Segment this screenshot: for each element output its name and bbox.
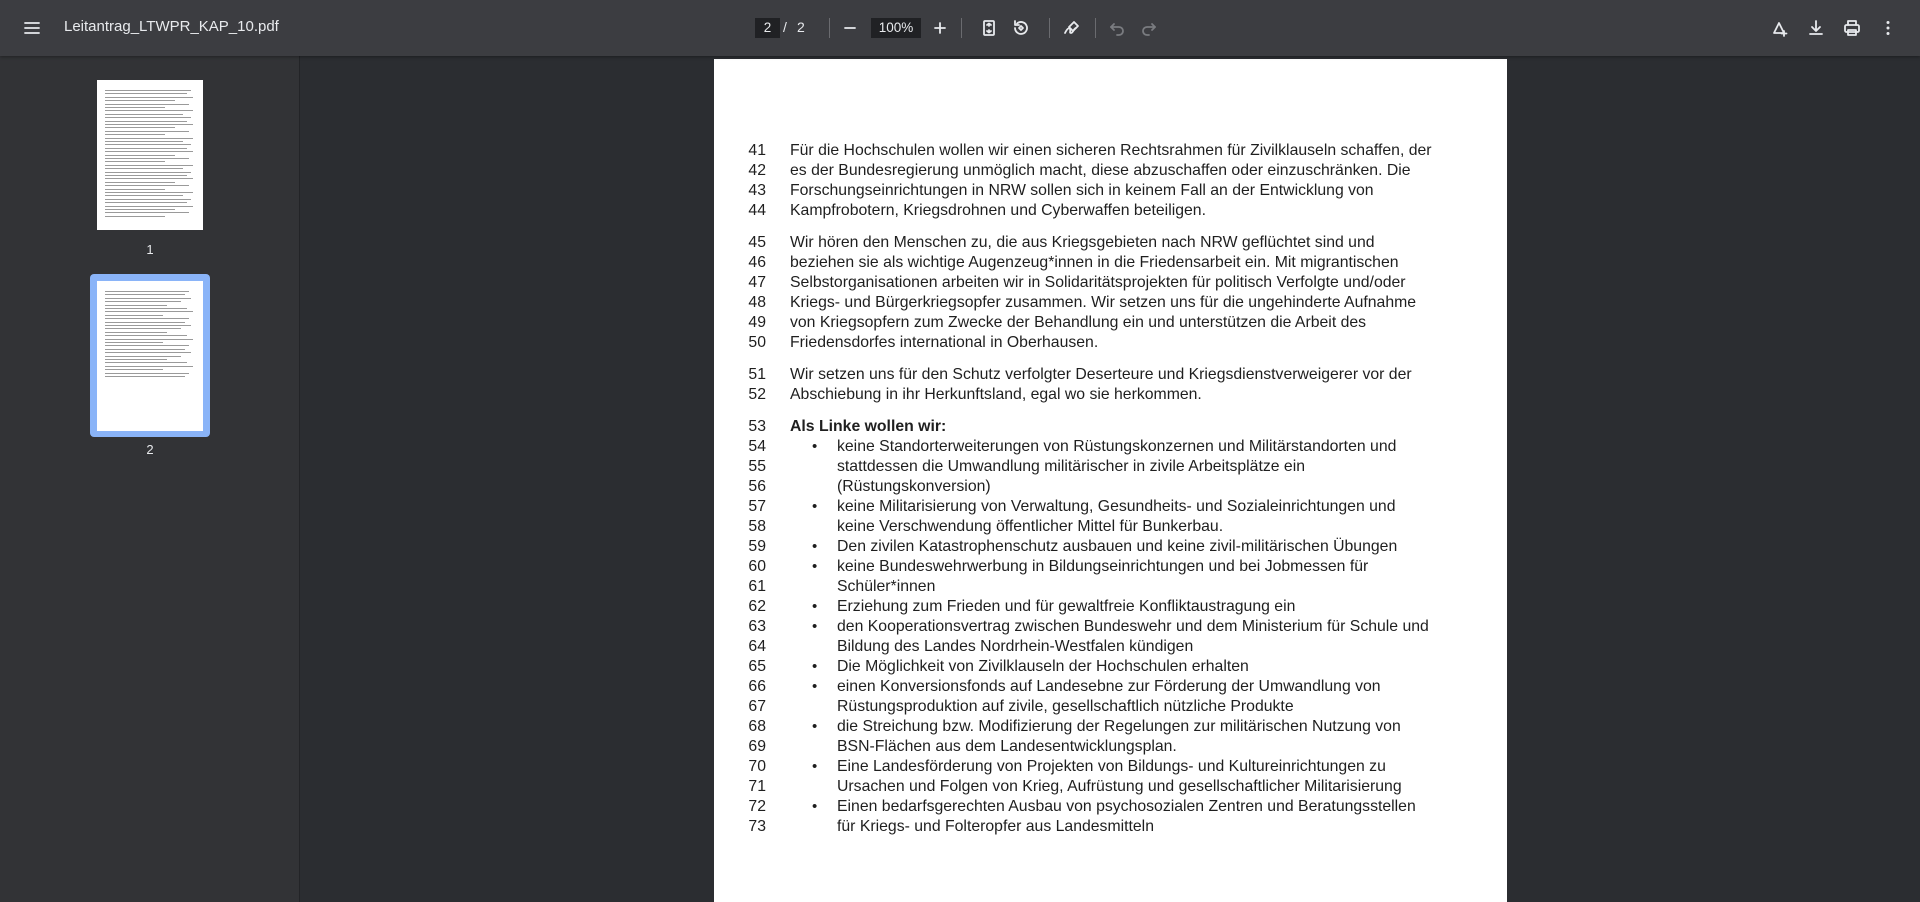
section-heading: Als Linke wollen wir: — [790, 418, 947, 435]
thumbnail-text-line — [105, 178, 193, 179]
thumbnail-text-line — [105, 342, 163, 343]
document-line — [714, 677, 1507, 697]
thumbnail-text-line — [105, 335, 187, 336]
thumbnail-text-line — [105, 349, 185, 350]
fit-page-button[interactable] — [973, 12, 1005, 44]
document-line — [714, 233, 1507, 253]
document-line — [714, 697, 1507, 717]
pdf-page — [714, 59, 1507, 902]
thumbnail-sidebar — [0, 56, 300, 902]
line-text: Kampfrobotern, Kriegsdrohnen und Cyberwaffen beteiligen. — [790, 202, 1206, 219]
page-number-input[interactable]: 2 — [755, 18, 780, 38]
line-number: 58 — [748, 518, 766, 535]
line-text: keine Verschwendung öffentlicher Mittel für Bunkerbau. — [837, 518, 1224, 535]
document-line — [714, 385, 1507, 405]
thumbnail-text-line — [105, 110, 193, 111]
thumbnail-text-line — [105, 376, 185, 377]
toolbar-divider — [1049, 18, 1050, 38]
bullet-marker: • — [812, 538, 818, 555]
line-number: 47 — [748, 274, 766, 291]
thumbnail-text-line — [105, 315, 163, 316]
thumbnail-text-line — [105, 199, 191, 200]
line-text: den Kooperationsvertrag zwischen Bundeswehr und dem Ministerium für Schule und — [837, 618, 1429, 635]
line-number: 61 — [748, 578, 766, 595]
thumbnail-text-line — [105, 124, 193, 125]
bullet-marker: • — [812, 658, 818, 675]
pdf-toolbar — [0, 0, 1920, 56]
bullet-marker: • — [812, 618, 818, 635]
document-line — [714, 333, 1507, 353]
line-number: 60 — [748, 558, 766, 575]
thumbnail-text-line — [105, 155, 175, 156]
menu-icon — [22, 18, 42, 38]
line-text: BSN-Flächen aus dem Landesentwicklungsplan. — [837, 738, 1177, 755]
thumbnail-text-line — [105, 301, 181, 302]
document-line — [714, 717, 1507, 737]
document-line — [714, 517, 1507, 537]
bullet-marker: • — [812, 498, 818, 515]
document-line — [714, 201, 1507, 221]
document-line — [714, 181, 1507, 201]
line-text: Für die Hochschulen wollen wir einen sicheren Rechtsrahmen für Zivilklauseln schaffen, der — [790, 142, 1432, 159]
bullet-marker: • — [812, 798, 818, 815]
thumbnail-text-line — [105, 158, 189, 159]
thumbnail-text-line — [105, 212, 189, 213]
bullet-marker: • — [812, 718, 818, 735]
thumbnail-text-line — [105, 97, 193, 98]
download-icon — [1806, 18, 1826, 38]
line-text: für Kriegs- und Folteropfer aus Landesmitteln — [837, 818, 1154, 835]
document-line — [714, 273, 1507, 293]
undo-button[interactable] — [1101, 12, 1133, 44]
line-number: 62 — [748, 598, 766, 615]
line-number: 55 — [748, 458, 766, 475]
zoom-in-button[interactable] — [924, 12, 956, 44]
plus-icon — [930, 18, 950, 38]
thumbnail-text-line — [105, 209, 175, 210]
document-line — [714, 637, 1507, 657]
thumbnail-text-line — [105, 165, 193, 166]
line-text: Einen bedarfsgerechten Ausbau von psychosozialen Zentren und Beratungsstellen — [837, 798, 1416, 815]
line-number: 57 — [748, 498, 766, 515]
thumbnail-text-line — [105, 127, 175, 128]
line-text: Schüler*innen — [837, 578, 936, 595]
line-text: Die Möglichkeit von Zivilklauseln der Hochschulen erhalten — [837, 658, 1249, 675]
thumbnail-text-line — [105, 161, 165, 162]
line-number: 64 — [748, 638, 766, 655]
line-number: 41 — [748, 142, 766, 159]
thumbnail-text-line — [105, 311, 193, 312]
line-number: 63 — [748, 618, 766, 635]
thumbnail-text-line — [105, 141, 183, 142]
thumbnail-text-line — [105, 305, 167, 306]
thumbnail-text-line — [105, 104, 189, 105]
line-text: Abschiebung in ihr Herkunftsland, egal wo sie herkommen. — [790, 386, 1202, 403]
thumbnail-text-line — [105, 308, 187, 309]
line-text: beziehen sie als wichtige Augenzeug*innen in die Friedensarbeit ein. Mit migrantischen — [790, 254, 1399, 271]
thumbnail-text-line — [105, 138, 193, 139]
line-text: Forschungseinrichtungen in NRW sollen sich in keinem Fall an der Entwicklung von — [790, 182, 1374, 199]
line-number: 71 — [748, 778, 766, 795]
bullet-marker: • — [812, 598, 818, 615]
thumbnail-text-line — [105, 117, 191, 118]
thumbnail-text-line — [105, 148, 187, 149]
document-line — [714, 313, 1507, 333]
document-line — [714, 161, 1507, 181]
bullet-marker: • — [812, 558, 818, 575]
thumbnail-label: 1 — [146, 242, 154, 257]
page-separator: / — [783, 19, 787, 35]
zoom-input[interactable]: 100% — [871, 18, 921, 38]
document-line — [714, 577, 1507, 597]
document-line — [714, 497, 1507, 517]
line-text: die Streichung bzw. Modifizierung der Regelungen zur militärischen Nutzung von — [837, 718, 1401, 735]
thumbnail-text-line — [105, 216, 165, 217]
document-line — [714, 141, 1507, 161]
page-thumbnail-1[interactable] — [97, 80, 203, 230]
thumbnail-text-line — [105, 93, 187, 94]
document-line — [714, 457, 1507, 477]
thumbnail-text-line — [105, 114, 183, 115]
thumbnail-text-line — [105, 189, 165, 190]
document-line — [714, 417, 1507, 437]
thumbnail-text-line — [105, 175, 187, 176]
thumbnail-text-line — [105, 325, 191, 326]
line-number: 73 — [748, 818, 766, 835]
line-number: 53 — [748, 418, 766, 435]
thumbnail-text-line — [105, 131, 189, 132]
document-line — [714, 797, 1507, 817]
more-vert-icon — [1878, 18, 1898, 38]
zoom-out-button[interactable] — [834, 12, 866, 44]
line-number: 72 — [748, 798, 766, 815]
line-number: 68 — [748, 718, 766, 735]
line-text: Ursachen und Folgen von Krieg, Aufrüstung und gesellschaftlicher Militarisierung — [837, 778, 1402, 795]
toolbar-divider — [1095, 18, 1096, 38]
thumbnail-text-line — [105, 298, 191, 299]
line-number: 44 — [748, 202, 766, 219]
line-text: Wir setzen uns für den Schutz verfolgter Deserteure und Kriegsdienstverweigerer vor der — [790, 366, 1412, 383]
document-line — [714, 617, 1507, 637]
document-line — [714, 737, 1507, 757]
document-viewer[interactable] — [301, 56, 1920, 902]
annotate-button[interactable] — [1056, 12, 1088, 44]
line-text: es der Bundesregierung unmöglich macht, diese abzuschaffen oder einzuschränken. Die — [790, 162, 1411, 179]
thumbnail-text-line — [105, 294, 185, 295]
thumbnail-text-line — [105, 366, 193, 367]
bullet-marker: • — [812, 758, 818, 775]
line-number: 46 — [748, 254, 766, 271]
document-line — [714, 437, 1507, 457]
line-number: 59 — [748, 538, 766, 555]
line-number: 70 — [748, 758, 766, 775]
line-text: keine Militarisierung von Verwaltung, Gesundheits- und Sozialeinrichtungen und — [837, 498, 1396, 515]
thumbnail-text-line — [105, 100, 175, 101]
save-annotations-button[interactable] — [1764, 12, 1796, 44]
line-number: 42 — [748, 162, 766, 179]
fit-page-icon — [979, 18, 999, 38]
thumbnail-text-line — [105, 168, 183, 169]
thumbnail-text-line — [105, 362, 187, 363]
document-line — [714, 537, 1507, 557]
thumbnail-text-line — [105, 144, 191, 145]
line-text: einen Konversionsfonds auf Landesebne zur Förderung der Umwandlung von — [837, 678, 1381, 695]
line-number: 45 — [748, 234, 766, 251]
line-number: 65 — [748, 658, 766, 675]
line-number: 69 — [748, 738, 766, 755]
more-actions-button[interactable] — [1872, 12, 1904, 44]
thumbnail-text-line — [105, 172, 191, 173]
line-number: 56 — [748, 478, 766, 495]
line-number: 50 — [748, 334, 766, 351]
rotate-icon — [1011, 18, 1031, 38]
thumbnail-text-line — [105, 291, 189, 292]
menu-button[interactable] — [16, 12, 48, 44]
line-number: 49 — [748, 314, 766, 331]
line-text: stattdessen die Umwandlung militärischer in zivile Arbeitsplätze ein — [837, 458, 1305, 475]
thumbnail-text-line — [105, 134, 165, 135]
bullet-marker: • — [812, 438, 818, 455]
save-annotations-icon — [1770, 18, 1790, 38]
line-text: Bildung des Landes Nordrhein-Westfalen kündigen — [837, 638, 1194, 655]
thumbnail-text-line — [105, 332, 167, 333]
line-text: (Rüstungskonversion) — [837, 478, 991, 495]
thumbnail-text-line — [105, 345, 189, 346]
thumbnail-text-line — [105, 359, 167, 360]
line-text: Kriegs- und Bürgerkriegsopfer zusammen. Wir setzen uns für die ungehinderte Aufnahme — [790, 294, 1417, 311]
page-total: 2 — [797, 19, 805, 35]
thumbnail-text-line — [105, 151, 193, 152]
download-button[interactable] — [1800, 12, 1832, 44]
thumbnail-text-line — [105, 373, 189, 374]
page-thumbnail-2[interactable] — [97, 281, 203, 431]
thumbnail-text-line — [105, 328, 181, 329]
thumbnail-text-line — [105, 182, 175, 183]
undo-icon — [1107, 18, 1127, 38]
redo-button[interactable] — [1133, 12, 1165, 44]
line-number: 52 — [748, 386, 766, 403]
line-number: 51 — [748, 366, 766, 383]
line-number: 66 — [748, 678, 766, 695]
line-text: Selbstorganisationen arbeiten wir in Solidaritätsprojekten für politisch Verfolgte und/oder — [790, 274, 1406, 291]
thumbnail-text-line — [105, 339, 193, 340]
line-text: Eine Landesförderung von Projekten von Bildungs- und Kultureinrichtungen zu — [837, 758, 1386, 775]
document-line — [714, 597, 1507, 617]
thumbnail-text-line — [105, 185, 189, 186]
pen-icon — [1062, 18, 1082, 38]
document-line — [714, 757, 1507, 777]
line-number: 48 — [748, 294, 766, 311]
document-line — [714, 777, 1507, 797]
document-line — [714, 557, 1507, 577]
line-text: keine Standorterweiterungen von Rüstungskonzernen und Militärstandorten und — [837, 438, 1397, 455]
thumbnail-text-line — [105, 107, 165, 108]
line-text: Rüstungsproduktion auf zivile, gesellschaftlich nützliche Produkte — [837, 698, 1294, 715]
print-icon — [1842, 18, 1862, 38]
line-number: 67 — [748, 698, 766, 715]
line-text: Erziehung zum Frieden und für gewaltfreie Konfliktaustragung ein — [837, 598, 1296, 615]
toolbar-divider — [961, 18, 962, 38]
document-line — [714, 657, 1507, 677]
line-number: 54 — [748, 438, 766, 455]
document-title: Leitantrag_LTWPR_KAP_10.pdf — [64, 18, 279, 35]
thumbnail-text-line — [105, 121, 187, 122]
toolbar-divider — [829, 18, 830, 38]
line-number: 43 — [748, 182, 766, 199]
thumbnail-text-line — [105, 318, 189, 319]
bullet-marker: • — [812, 678, 818, 695]
thumbnail-text-line — [105, 202, 187, 203]
line-text: von Kriegsopfern zum Zwecke der Behandlung ein und unterstützen die Arbeit des — [790, 314, 1367, 331]
thumbnail-text-line — [105, 192, 193, 193]
print-button[interactable] — [1836, 12, 1868, 44]
thumbnail-text-line — [105, 206, 193, 207]
rotate-button[interactable] — [1005, 12, 1037, 44]
document-line — [714, 477, 1507, 497]
thumbnail-label: 2 — [146, 442, 154, 457]
thumbnail-text-line — [105, 322, 185, 323]
thumbnail-text-line — [105, 352, 191, 353]
thumbnail-text-line — [105, 369, 163, 370]
line-text: Wir hören den Menschen zu, die aus Kriegsgebieten nach NRW geflüchtet sind und — [790, 234, 1375, 251]
thumbnail-text-line — [105, 356, 181, 357]
document-line — [714, 817, 1507, 837]
thumbnail-text-line — [105, 90, 191, 91]
line-text: Den zivilen Katastrophenschutz ausbauen und keine zivil-militärischen Übungen — [837, 538, 1398, 555]
document-line — [714, 365, 1507, 385]
line-text: Friedensdorfes international in Oberhausen. — [790, 334, 1099, 351]
document-line — [714, 293, 1507, 313]
minus-icon — [840, 18, 860, 38]
thumbnail-text-line — [105, 195, 183, 196]
document-line — [714, 253, 1507, 273]
line-text: keine Bundeswehrwerbung in Bildungseinrichtungen und bei Jobmessen für — [837, 558, 1369, 575]
redo-icon — [1139, 18, 1159, 38]
